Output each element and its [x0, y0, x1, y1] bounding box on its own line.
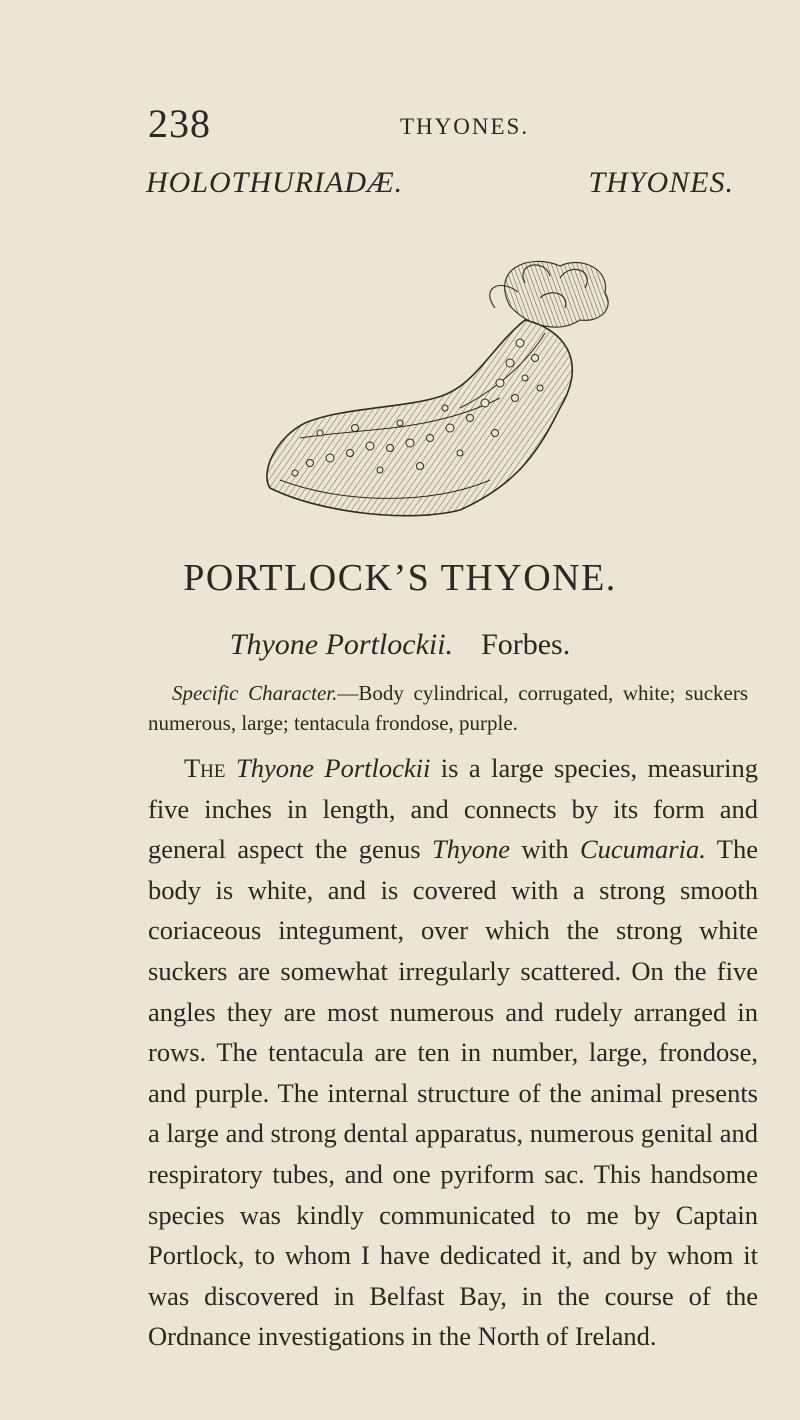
text-run — [226, 753, 236, 783]
tentacula-crown — [490, 261, 608, 327]
running-head — [0, 100, 800, 146]
character-text: —Body cylindrical, corrugated, white; suckers numerous, large; tentacula frondose, purple. — [148, 681, 749, 735]
section-heading-row — [0, 166, 800, 202]
character-lead: Specific Character. — [172, 681, 338, 705]
running-title: THYONES. — [400, 114, 530, 139]
authority: Forbes. — [481, 628, 571, 661]
specific-character — [148, 678, 748, 738]
text-run: with — [510, 834, 580, 865]
text-run: is a large species, measuring five inches in length, and connects by its form and general aspect the genus — [148, 753, 758, 865]
genus-name-italic: Cucumaria. — [579, 834, 706, 865]
page-number: 238 — [148, 101, 211, 146]
body-outline — [267, 320, 572, 516]
text-run: The body is white, and is covered with a strong smooth coriaceous integument, over which the strong white suckers are somewhat irregularly scattered. On the five angles they are most numerous and rudely arranged in rows. The tentacula are ten in number, large, frondose, and purple. The internal structure of the animal presents a large and strong dental apparatus, numerous genital and respiratory tubes, and one pyriform sac. This handsome species was kindly communicated to me by Captain Portlock, to whom I have dedicated it, and by whom it was discovered in Belfast Bay, in the course of the Ordnance investigations in the North of Ireland. — [148, 834, 758, 1352]
latin-name: Thyone Portlockii. — [229, 628, 454, 661]
species-binomial — [0, 628, 800, 662]
sea-cucumber-illustration — [260, 248, 620, 528]
species-common-title: PORTLOCK’S THYONE. — [183, 557, 617, 599]
first-word: The — [184, 753, 226, 783]
description-paragraph — [148, 748, 758, 1357]
genus-name-italic: Thyone — [432, 834, 511, 865]
engraving-icon — [260, 248, 620, 528]
family-heading: HOLOTHURIADÆ. — [146, 166, 404, 199]
genus-heading: THYONES. — [588, 166, 734, 199]
species-name-italic: Thyone Portlockii — [235, 753, 431, 783]
